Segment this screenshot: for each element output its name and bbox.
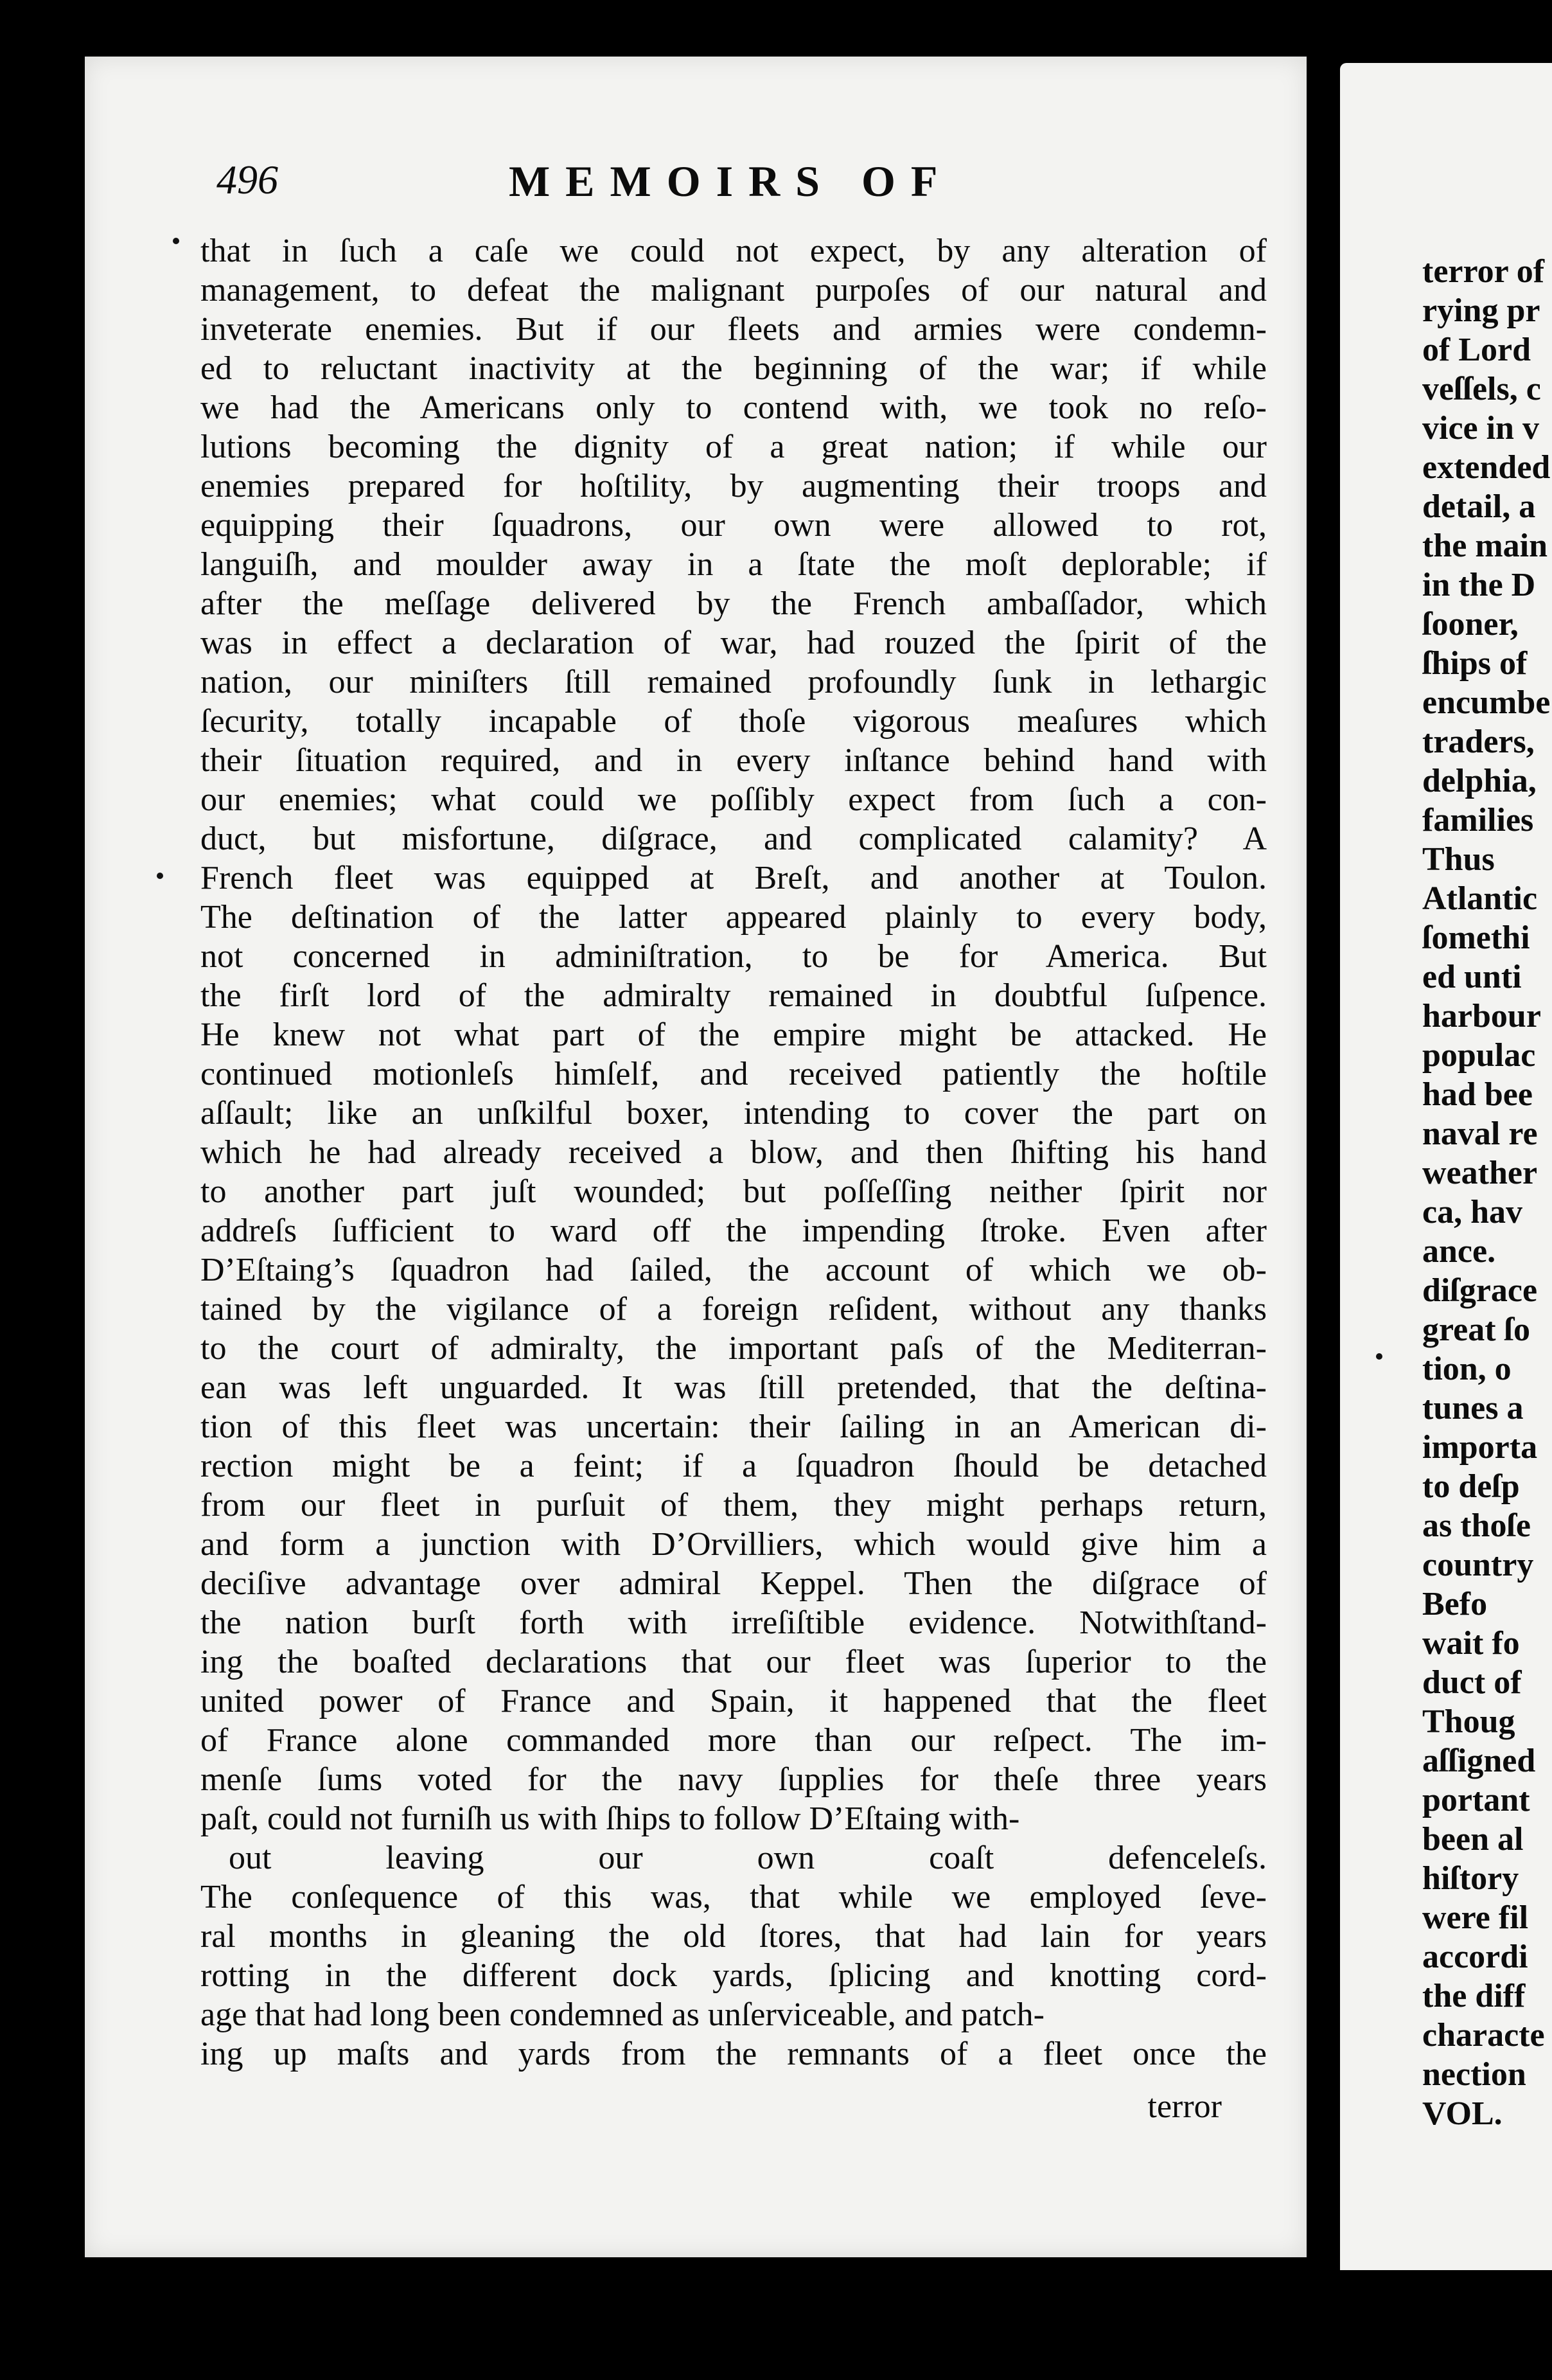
text-line: great ſo (1422, 1311, 1530, 1348)
text-line: characte (1422, 2017, 1545, 2054)
text-line: in the D (1422, 567, 1536, 603)
text-line: ed unti (1422, 959, 1522, 995)
text-line: ance. (1422, 1233, 1496, 1270)
text-line: was in effect a declaration of war, had rouzed the ſpirit of the (200, 625, 1267, 661)
text-line: addreſs ſufficient to ward off the impending ſtroke. Even after (200, 1212, 1267, 1249)
text-line: after the meſſage delivered by the French ambaſſador, which (200, 585, 1267, 622)
text-line: were fil (1422, 1899, 1529, 1936)
text-line: ing the boaſted declarations that our fleet was ſuperior to the (200, 1644, 1267, 1680)
margin-mark (1376, 1353, 1382, 1360)
text-line: ſooner, (1422, 606, 1519, 643)
text-line: French fleet was equipped at Breſt, and another at Toulon. (200, 860, 1267, 896)
text-line: duct, but misfortune, diſgrace, and complicated calamity? A (200, 821, 1267, 857)
text-line: detail, a (1422, 488, 1536, 525)
page-number: 496 (216, 157, 278, 202)
text-line: Thoug (1422, 1703, 1515, 1740)
text-line: duct of (1422, 1664, 1522, 1701)
text-line: the main (1422, 528, 1548, 564)
text-line: ca, hav (1422, 1194, 1522, 1230)
text-line: out leaving our own coaſt defenceleſs. (229, 1840, 1267, 1876)
text-line: lutions becoming the dignity of a great nation; if while our (200, 429, 1267, 465)
text-line: ing up maſts and yards from the remnants of a fleet once the (200, 2036, 1267, 2072)
text-line: continued motionleſs himſelf, and received patiently the hoſtile (200, 1056, 1267, 1092)
text-line: vice in v (1422, 410, 1539, 447)
text-line: rying pr (1422, 292, 1540, 329)
text-line: portant (1422, 1782, 1530, 1818)
text-line: The conſequence of this was, that while we employed ſeve- (200, 1879, 1267, 1915)
text-line: importa (1422, 1429, 1538, 1466)
text-line: from our fleet in purſuit of them, they might perhaps return, (200, 1487, 1267, 1523)
text-line: deciſive advantage over admiral Keppel. Then the diſgrace of (200, 1565, 1267, 1602)
text-line: Befo (1422, 1586, 1488, 1622)
text-line: families (1422, 802, 1534, 839)
margin-mark (173, 238, 179, 244)
text-line: to deſp (1422, 1468, 1520, 1505)
left-page (85, 57, 1307, 2257)
text-line: delphia, (1422, 763, 1537, 799)
text-line: tunes a (1422, 1390, 1524, 1426)
text-line: to the court of admiralty, the important paſs of the Mediterran- (200, 1330, 1267, 1367)
text-line: Thus (1422, 841, 1495, 878)
text-line: tained by the vigilance of a foreign reſident, without any thanks (200, 1291, 1267, 1328)
text-line: harbour (1422, 998, 1541, 1035)
text-line: veſſels, c (1422, 371, 1541, 407)
text-line: management, to defeat the malignant purpoſes of our natural and (200, 272, 1267, 308)
running-head: MEMOIRS OF (509, 157, 953, 206)
text-line: age that had long been condemned as unſerviceable, and patch- (200, 1996, 1045, 2033)
margin-mark (157, 873, 163, 879)
text-line: weather (1422, 1155, 1538, 1191)
text-line: traders, (1422, 724, 1535, 760)
text-line: country (1422, 1547, 1534, 1583)
text-line: diſgrace (1422, 1272, 1538, 1309)
text-line: our enemies; what could we poſſibly expect from ſuch a con- (200, 781, 1267, 818)
text-line: ſhips of (1422, 645, 1528, 682)
text-line: the firſt lord of the admiralty remained in doubtful ſuſpence. (200, 977, 1267, 1014)
text-line: tion of this fleet was uncertain: their ſailing in an American di- (200, 1408, 1267, 1445)
text-line: we had the Americans only to contend with, we took no reſo- (200, 389, 1267, 426)
text-line: united power of France and Spain, it happened that the fleet (200, 1683, 1267, 1719)
text-line: populac (1422, 1037, 1536, 1074)
text-line: ral months in gleaning the old ſtores, that had lain for years (200, 1918, 1267, 1955)
right-page (1340, 63, 1552, 2270)
text-line: rotting in the different dock yards, ſplicing and knotting cord- (200, 1957, 1267, 1994)
text-line: extended (1422, 449, 1551, 486)
text-line: accordi (1422, 1939, 1528, 1975)
text-line: their ſituation required, and in every inſtance behind hand with (200, 742, 1267, 779)
text-line: languiſh, and moulder away in a ſtate the moſt deplorable; if (200, 546, 1267, 583)
text-line: D’Eſtaing’s ſquadron had ſailed, the account of which we ob- (200, 1252, 1267, 1288)
text-line: tion, o (1422, 1351, 1512, 1387)
text-line: aſſault; like an unſkilful boxer, intending to cover the part on (200, 1095, 1267, 1132)
text-line: the diff (1422, 1978, 1526, 2014)
text-line: not concerned in adminiſtration, to be for America. But (200, 938, 1267, 975)
text-line: terror of (1422, 253, 1545, 290)
text-line: Atlantic (1422, 880, 1538, 917)
text-line: which he had already received a blow, and then ſhifting his hand (200, 1134, 1267, 1171)
text-line: been al (1422, 1821, 1524, 1858)
text-line: ſecurity, totally incapable of thoſe vigorous meaſures which (200, 703, 1267, 740)
text-line: and form a junction with D’Orvilliers, which would give him a (200, 1526, 1267, 1563)
text-line: to another part juſt wounded; but poſſeſſing neither ſpirit nor (200, 1173, 1267, 1210)
text-line: the nation burſt forth with irreſiſtible evidence. Notwithſtand- (200, 1604, 1267, 1641)
text-line: had bee (1422, 1076, 1533, 1113)
text-line: hiſtory (1422, 1860, 1519, 1897)
catchword: terror (1147, 2088, 1222, 2125)
text-line: wait fo (1422, 1625, 1520, 1662)
text-line: equipping their ſquadrons, our own were allowed to rot, (200, 507, 1267, 544)
text-line: aſſigned (1422, 1743, 1536, 1779)
text-line: inveterate enemies. But if our fleets and armies were condemn- (200, 311, 1267, 348)
text-line: ſomethi (1422, 919, 1530, 956)
text-line: enemies prepared for hoſtility, by augmenting their troops and (200, 468, 1267, 504)
text-line: of France alone commanded more than our reſpect. The im- (200, 1722, 1267, 1759)
text-line: ean was left unguarded. It was ſtill pretended, that the deſtina- (200, 1369, 1267, 1406)
text-line: naval re (1422, 1115, 1538, 1152)
text-line: menſe ſums voted for the navy ſupplies for theſe three years (200, 1761, 1267, 1798)
text-line: ed to reluctant inactivity at the beginning of the war; if while (200, 350, 1267, 387)
right-page-text (1422, 252, 1552, 2133)
text-line: of Lord (1422, 332, 1531, 368)
text-line: that in ſuch a caſe we could not expect, by any alteration of (200, 233, 1267, 269)
text-line: The deſtination of the latter appeared plainly to every body, (200, 899, 1267, 936)
text-line: nection (1422, 2056, 1526, 2093)
body-text (200, 231, 1267, 2074)
text-line: nation, our miniſters ſtill remained profoundly ſunk in lethargic (200, 664, 1267, 700)
text-line: He knew not what part of the empire might be attacked. He (200, 1017, 1267, 1053)
text-line: as thoſe (1422, 1507, 1531, 1544)
text-line: encumbe (1422, 684, 1551, 721)
text-line: rection might be a feint; if a ſquadron ſhould be detached (200, 1448, 1267, 1484)
text-line: VOL. (1422, 2095, 1503, 2132)
text-line: paſt, could not furniſh us with ſhips to follow D’Eſtaing with- (200, 1800, 1020, 1837)
